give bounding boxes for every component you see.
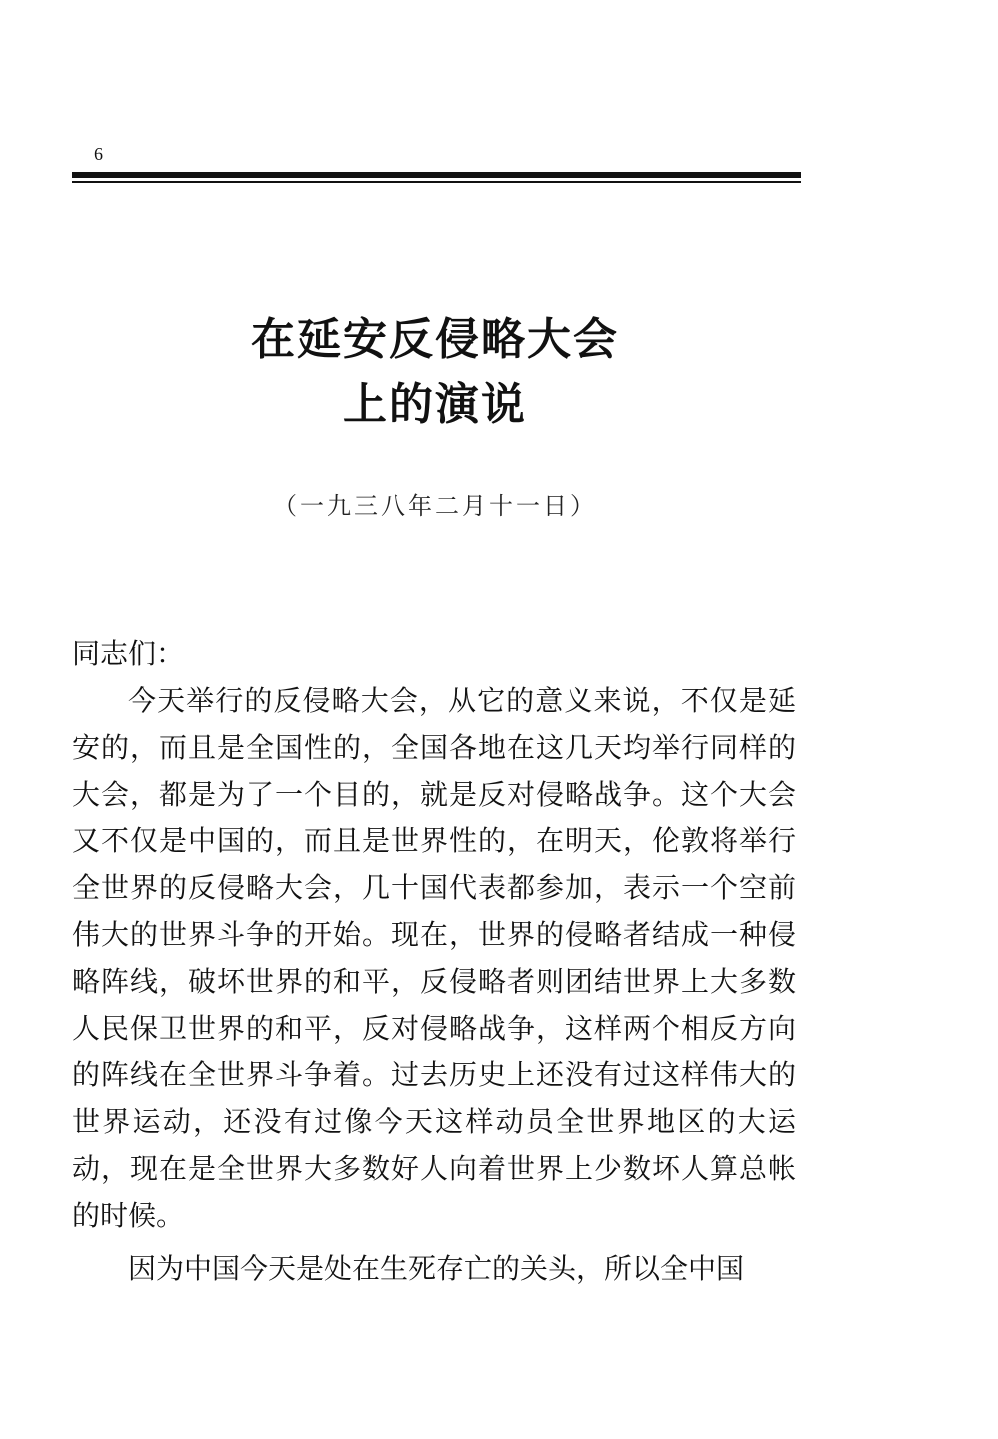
title-line-1: 在延安反侵略大会: [251, 314, 619, 365]
body-paragraph-1-container: [72, 678, 796, 1240]
header-rule-thin: [72, 181, 801, 183]
page-number: 6: [94, 144, 103, 164]
body-paragraph-2: 因为中国今天是处在生死存亡的关头，所以全中国: [128, 1252, 745, 1285]
body-paragraph-2-container: [72, 1246, 796, 1293]
title-line-2: 上的演说: [343, 379, 527, 430]
header-rule: [72, 172, 801, 178]
body-paragraph-1: 今天举行的反侵略大会，从它的意义来说，不仅是延安的，而且是全国性的，全国各地在这几天均举行同样的大会，都是为了一个目的，就是反对侵略战争。这个大会又不仅是中国的，而且是世界性的，在明天，伦敦将举行全世界的反侵略大会，几十国代表都参加，表示一个空前伟大的世界斗争的开始。现在，世界的侵略者结成一种侵略阵线，破坏世界的和平，反侵略者则团结世界上大多数人民保卫世界的和平，反对侵略战争，这样两个相反方向的阵线在全世界斗争着。过去历史上还没有过这样伟大的世界运动，还没有过像今天这样动员全世界地区的大运动，现在是全世界大多数好人向着世界上少数坏人算总帐的时候。: [72, 684, 796, 1232]
salutation: 同志们：: [72, 637, 185, 670]
date-line: （一九三八年二月十一日）: [273, 492, 597, 520]
